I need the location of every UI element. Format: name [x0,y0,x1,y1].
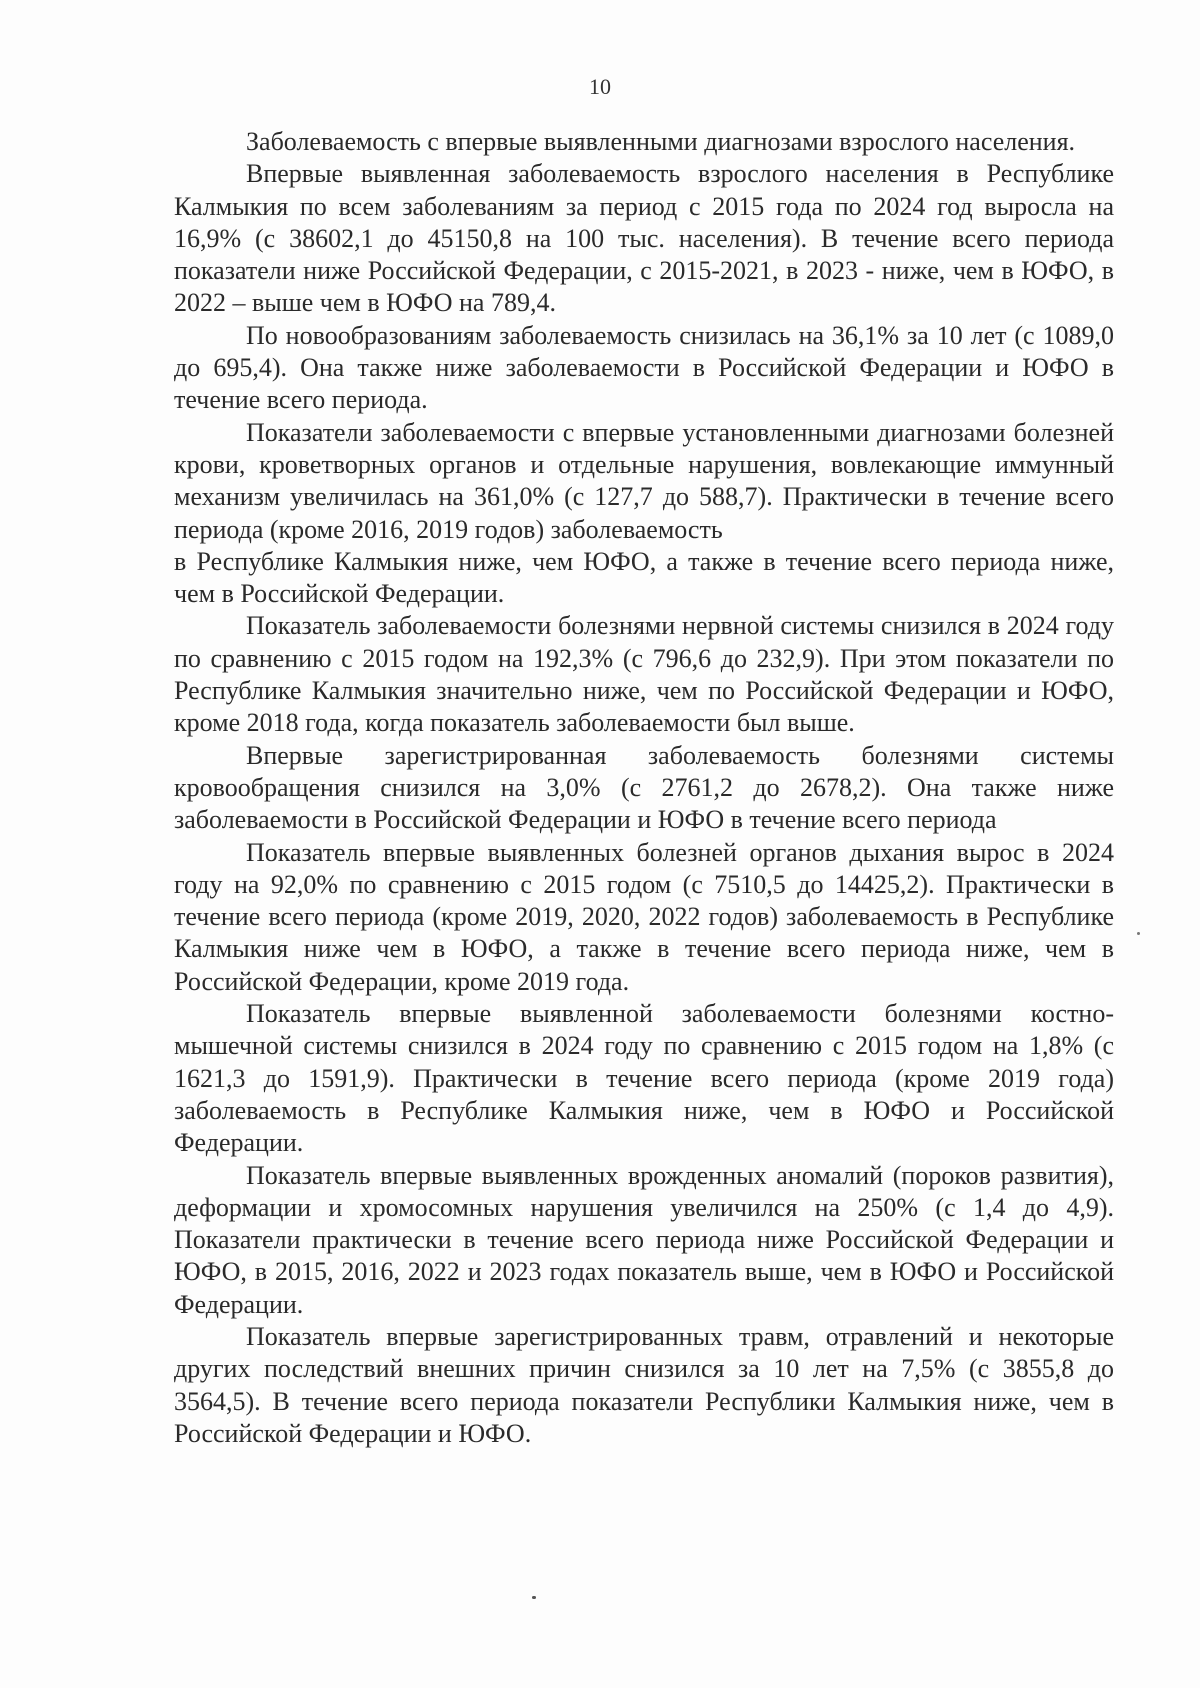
paragraph-respiratory-system: Показатель впервые выявленных болезней органов дыхания вырос в 2024 году на 92,0% по сравнению с 2015 годом (с 7510,5 до 14425,2). Практически в течение всего периода (кроме 2019, 2020, 2022 годов) заболеваемость в Республике Калмыкия ниже чем в ЮФО, а также в течение всего периода ниже, чем в Российской Федерации, кроме 2019 года. [174,837,1114,996]
scan-speck [1137,932,1140,935]
page-number: 10 [589,74,611,99]
paragraph-injuries-poisonings: Показатель впервые зарегистрированных травм, отравлений и некоторые других последствий внешних причин снизился за 10 лет на 7,5% (с 3855,8 до 3564,5). В течение всего периода показатели Республики Калмыкия ниже, чем в Российской Федерации и ЮФО. [174,1321,1114,1448]
scan-dot [532,1596,536,1599]
paragraph-blood-diseases: Показатели заболеваемости с впервые установленными диагнозами болезней крови, кроветворных органов и отдельные нарушения, вовлекающие иммунный механизм увеличилась на 361,0% (с 127,7 до 588,7). Практически в течение всего периода (кроме 2016, 2019 годов) заболеваемость [174,417,1114,544]
document-body [174,126,1114,1450]
paragraph-heading-adult-morbidity: Заболеваемость с впервые выявленными диагнозами взрослого населения. [246,127,1076,156]
paragraph-circulatory-system: Впервые зарегистрированная заболеваемость болезнями системы кровообращения снизился на 3,0% (с 2761,2 до 2678,2). Она также ниже заболеваемости в Российской Федерации и ЮФО в течение всего периода [174,740,1114,835]
paragraph-nervous-system: Показатель заболеваемости болезнями нервной системы снизился в 2024 году по сравнению с 2015 годом на 192,3% (с 796,6 до 232,9). При этом показатели по Республике Калмыкия значительно ниже, чем по Российской Федерации и ЮФО, кроме 2018 года, когда показатель заболеваемости был выше. [174,611,1114,738]
paragraph-blood-diseases-continued: в Республике Калмыкия ниже, чем ЮФО, а также в течение всего периода ниже, чем в Российской Федерации. [174,546,1114,609]
paragraph-neoplasms: По новообразованиям заболеваемость снизилась на 36,1% за 10 лет (с 1089,0 до 695,4). Она также ниже заболеваемости в Российской Федерации и ЮФО в течение всего периода. [174,320,1114,415]
paragraph-overall-morbidity: Впервые выявленная заболеваемость взрослого населения в Республике Калмыкия по всем заболеваниям за период с 2015 года по 2024 год выросла на 16,9% (с 38602,1 до 45150,8 на 100 тыс. населения). В течение всего периода показатели ниже Российской Федерации, с 2015-2021, в 2023 - ниже, чем в ЮФО, в 2022 – выше чем в ЮФО на 789,4. [174,159,1114,318]
paragraph-congenital-anomalies: Показатель впервые выявленных врожденных аномалий (пороков развития), деформации и хромосомных нарушения увеличился на 250% (с 1,4 до 4,9). Показатели практически в течение всего периода ниже Российской Федерации и ЮФО, в 2015, 2016, 2022 и 2023 годах показатель выше, чем в ЮФО и Российской Федерации. [174,1160,1114,1319]
paragraph-musculoskeletal-system: Показатель впервые выявленной заболеваемости болезнями костно-мышечной системы снизился в 2024 году по сравнению с 2015 годом на 1,8% (с 1621,3 до 1591,9). Практически в течение всего периода (кроме 2019 года) заболеваемость в Республике Калмыкия ниже, чем в ЮФО и Российской Федерации. [174,999,1114,1158]
